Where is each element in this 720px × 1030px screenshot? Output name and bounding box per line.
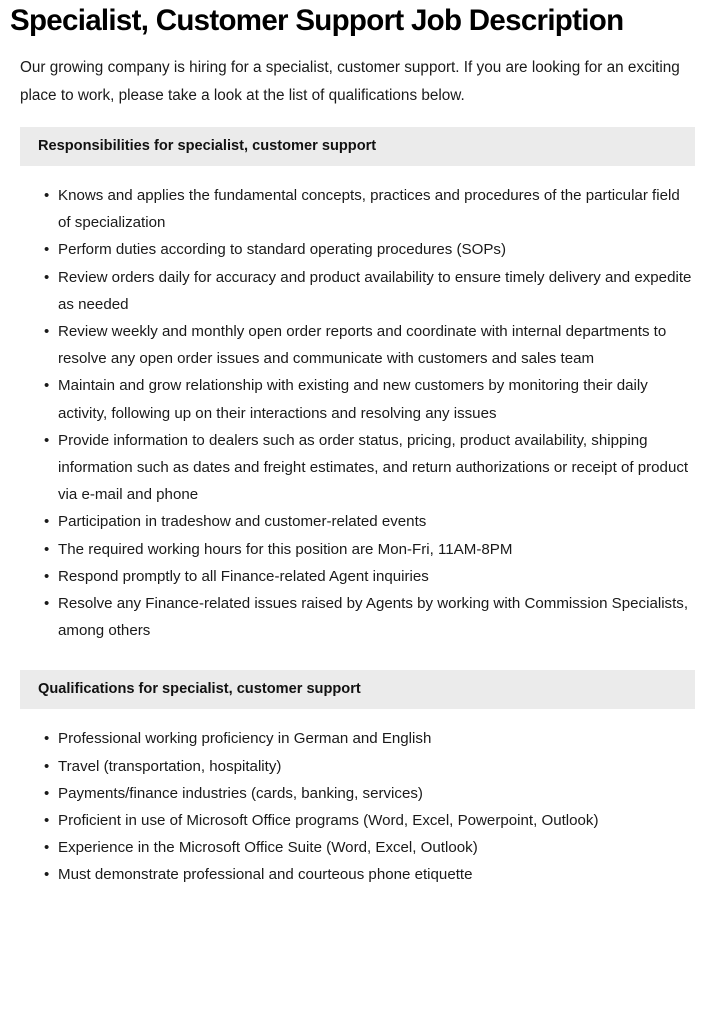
- list-item: • Provide information to dealers such as order status, pricing, product availability, shipping information such as dates and freight estimates, and return authorizations or receipt of product via e-mail and phone: [0, 427, 720, 509]
- section-header-qualifications: Qualifications for specialist, customer support: [20, 670, 695, 709]
- list-item: • Resolve any Finance-related issues raised by Agents by working with Commission Specialists, among others: [0, 590, 720, 644]
- list-item: • Maintain and grow relationship with existing and new customers by monitoring their daily activity, following up on their interactions and resolving any issues: [0, 372, 720, 426]
- section-header-responsibilities: Responsibilities for specialist, customer support: [20, 127, 695, 166]
- list-item: • Professional working proficiency in German and English: [0, 725, 720, 752]
- page-title: Specialist, Customer Support Job Description: [10, 4, 624, 37]
- list-item: • Payments/finance industries (cards, banking, services): [0, 780, 720, 807]
- list-item: • Participation in tradeshow and customer-related events: [0, 508, 720, 535]
- section-body-qualifications: [0, 709, 720, 888]
- list-item: • Perform duties according to standard operating procedures (SOPs): [0, 236, 720, 263]
- intro-paragraph: Our growing company is hiring for a specialist, customer support. If you are looking for an exciting place to work, please take a look at the list of qualifications below.: [20, 59, 680, 104]
- list-item: • The required working hours for this position are Mon-Fri, 11AM-8PM: [0, 536, 720, 563]
- section-body-responsibilities: [0, 166, 720, 644]
- list-item: • Review weekly and monthly open order reports and coordinate with internal departments to resolve any open order issues and communicate with customers and sales team: [0, 318, 720, 372]
- section-qualifications: [0, 670, 720, 888]
- list-item: • Respond promptly to all Finance-related Agent inquiries: [0, 563, 720, 590]
- list-item: • Must demonstrate professional and courteous phone etiquette: [0, 861, 720, 888]
- list-item: • Experience in the Microsoft Office Suite (Word, Excel, Outlook): [0, 834, 720, 861]
- list-item: • Travel (transportation, hospitality): [0, 753, 720, 780]
- list-item: • Review orders daily for accuracy and product availability to ensure timely delivery and expedite as needed: [0, 264, 720, 318]
- responsibilities-list: [0, 182, 720, 644]
- section-responsibilities: [0, 127, 720, 644]
- list-item: • Proficient in use of Microsoft Office programs (Word, Excel, Powerpoint, Outlook): [0, 807, 720, 834]
- qualifications-list: [0, 725, 720, 888]
- list-item: • Knows and applies the fundamental concepts, practices and procedures of the particular field of specialization: [0, 182, 720, 236]
